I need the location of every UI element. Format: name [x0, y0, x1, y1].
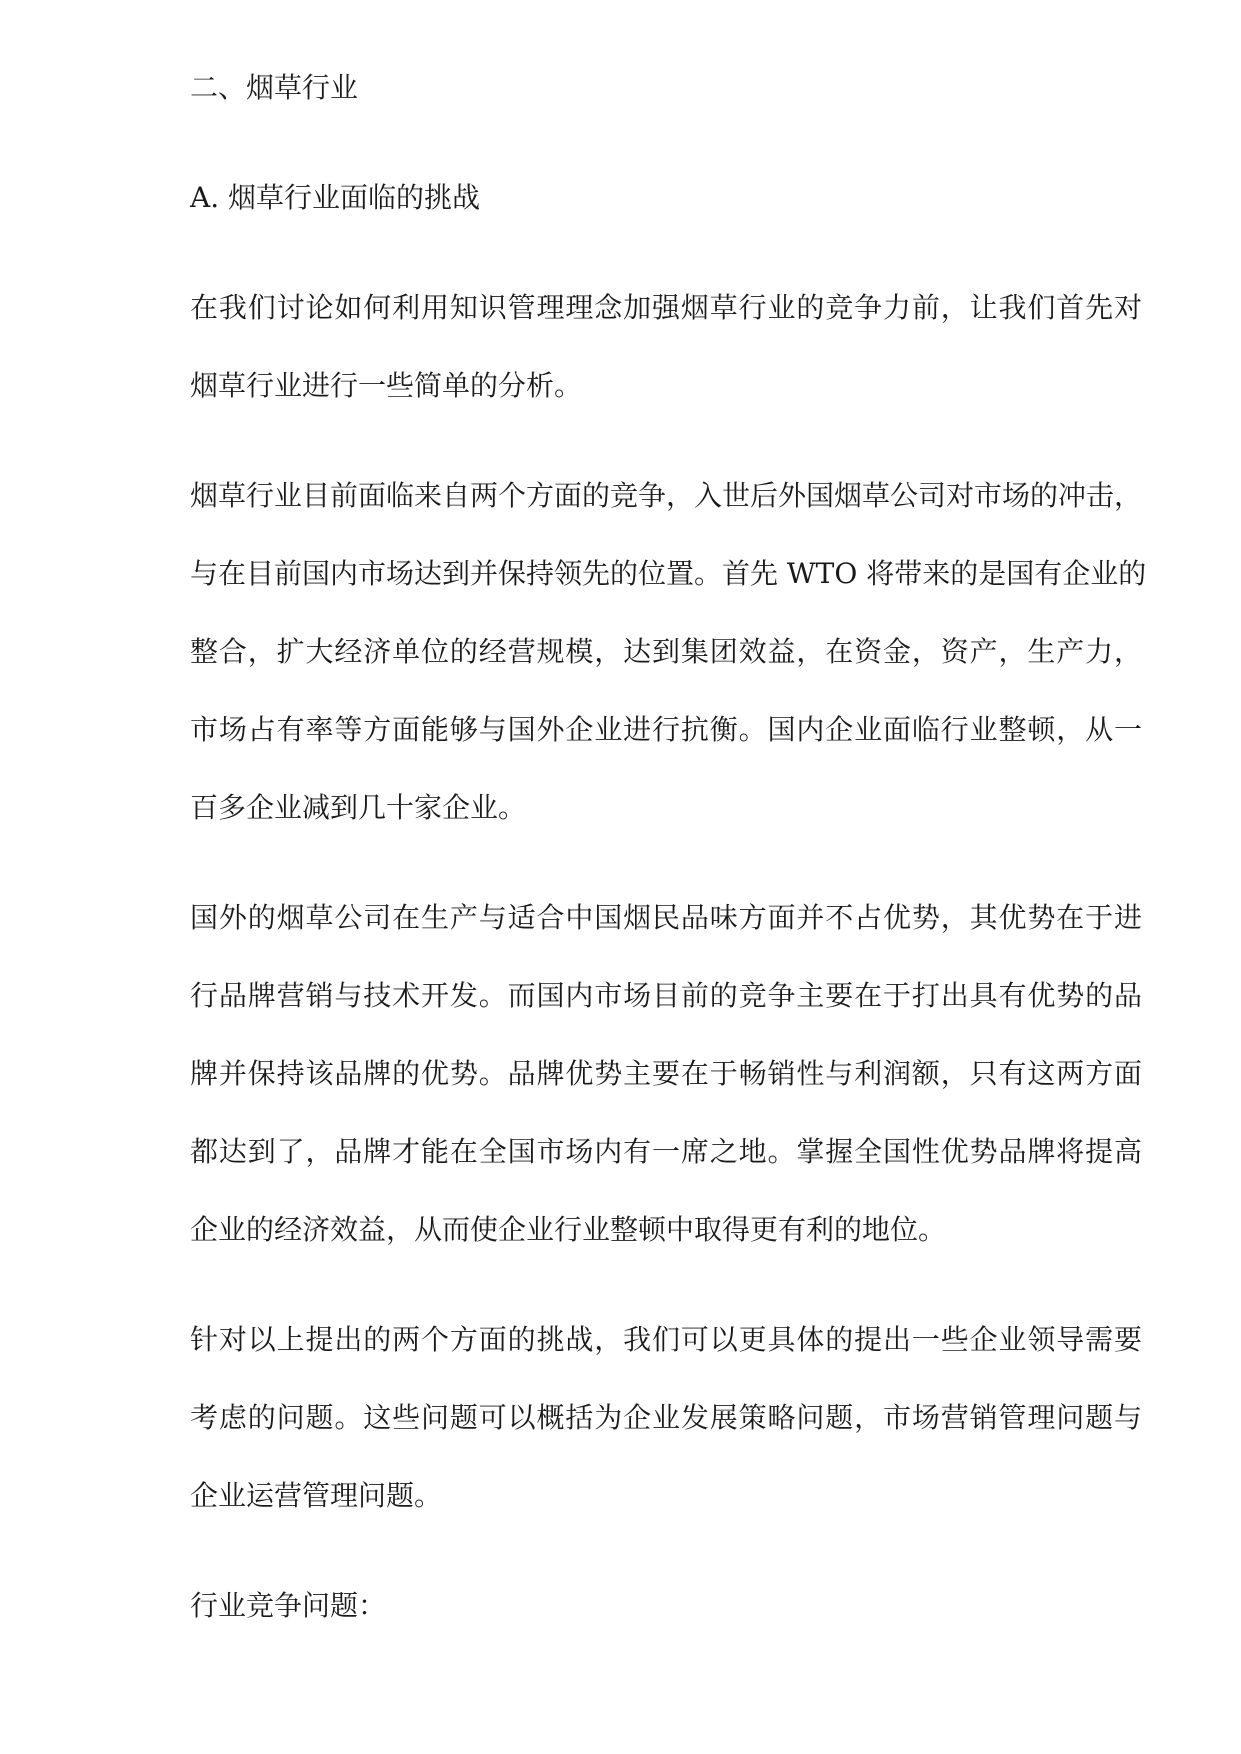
paragraph-line: 烟草行业进行一些简单的分析。: [190, 369, 583, 402]
paragraph-line: 在我们讨论如何利用知识管理理念加强烟草行业的竞争力前，让我们首先对: [190, 291, 1142, 324]
subheading: [190, 178, 1142, 217]
paragraph-line: 行业竞争问题：: [190, 1589, 387, 1622]
paragraph-line: 针对以上提出的两个方面的挑战，我们可以更具体的提出一些企业领导需要: [190, 1323, 1142, 1356]
paragraph-line: 企业的经济效益，从而使企业行业整顿中取得更有利的地位。: [190, 1213, 947, 1246]
paragraph-line: 百多企业减到几十家企业。: [190, 791, 527, 824]
paragraph-line: 行品牌营销与技术开发。而国内市场目前的竞争主要在于打出具有优势的品: [190, 979, 1142, 1012]
paragraph-line: 都达到了，品牌才能在全国市场内有一席之地。掌握全国性优势品牌将提高: [190, 1135, 1142, 1168]
paragraph: [190, 1586, 1142, 1625]
paragraph-line: 牌并保持该品牌的优势。品牌优势主要在于畅销性与利润额，只有这两方面: [190, 1057, 1142, 1090]
subheading-text: A. 烟草行业面临的挑战: [190, 181, 481, 214]
document-page: [190, 68, 1147, 1625]
paragraph: [190, 1320, 1142, 1515]
paragraph-line: 国外的烟草公司在生产与适合中国烟民品味方面并不占优势，其优势在于进: [190, 901, 1142, 934]
section-heading-text: 二、烟草行业: [190, 71, 359, 104]
paragraph: [190, 288, 1142, 405]
paragraph-line: 市场占有率等方面能够与国外企业进行抗衡。国内企业面临行业整顿，从一: [190, 713, 1142, 746]
paragraph-line: 整合，扩大经济单位的经营规模，达到集团效益，在资金，资产，生产力，: [190, 635, 1142, 668]
section-heading: [190, 68, 1142, 107]
paragraph: [190, 476, 1147, 827]
paragraph-line: 考虑的问题。这些问题可以概括为企业发展策略问题，市场营销管理问题与: [190, 1401, 1142, 1434]
paragraph: [190, 898, 1142, 1249]
paragraph-line: 烟草行业目前面临来自两个方面的竞争，入世后外国烟草公司对市场的冲击，: [190, 479, 1143, 512]
paragraph-line: 与在目前国内市场达到并保持领先的位置。首先 WTO 将带来的是国有企业的: [190, 557, 1147, 590]
paragraph-line: 企业运营管理问题。: [190, 1479, 443, 1512]
